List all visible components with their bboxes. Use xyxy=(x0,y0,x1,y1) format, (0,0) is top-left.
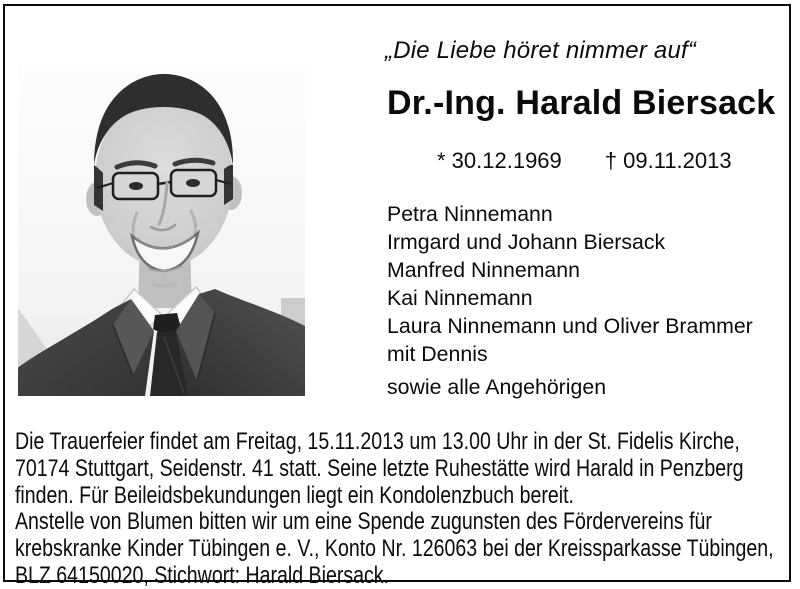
memorial-quote: „Die Liebe höret nimmer auf“ xyxy=(385,37,697,64)
mourners-list xyxy=(387,200,753,368)
mourner-line: Manfred Ninnemann xyxy=(387,258,580,282)
mourner-line: Petra Ninnemann xyxy=(387,202,553,226)
mourner-line: Laura Ninnemann und Oliver Brammer xyxy=(387,314,753,338)
mourner-line: Irmgard und Johann Biersack xyxy=(387,230,666,254)
mourner-line: mit Dennis xyxy=(387,342,488,366)
deceased-name: Dr.-Ing. Harald Biersack xyxy=(387,84,776,122)
funeral-details-paragraph: Die Trauerfeier findet am Freitag, 15.11.2013 um 13.00 Uhr in der St. Fidelis Kirche, 70174 Stuttgart, Seidenstr. 41 statt. Seine letzte Ruhestätte wird Harald in Penzberg finden. Für Beileidsbekundungen liegt ein Kondolenzbuch bereit. xyxy=(15,428,744,509)
portrait-photo-svg xyxy=(18,63,305,396)
death-date: † 09.11.2013 xyxy=(604,148,732,173)
mourner-line: Kai Ninnemann xyxy=(387,286,533,310)
birth-date: * 30.12.1969 xyxy=(437,148,562,173)
donation-request-paragraph: Anstelle von Blumen bitten wir um eine Spende zugunsten des Fördervereins für krebskranke Kinder Tübingen e. V., Konto Nr. 126063 bei der Kreissparkasse Tübingen, BLZ 64150020, Stichwort: Harald Biersack. xyxy=(15,508,774,589)
relatives-line: sowie alle Angehörigen xyxy=(387,375,607,399)
portrait-photo xyxy=(18,63,305,396)
life-dates xyxy=(437,148,732,174)
obituary-notice-frame xyxy=(3,4,791,589)
